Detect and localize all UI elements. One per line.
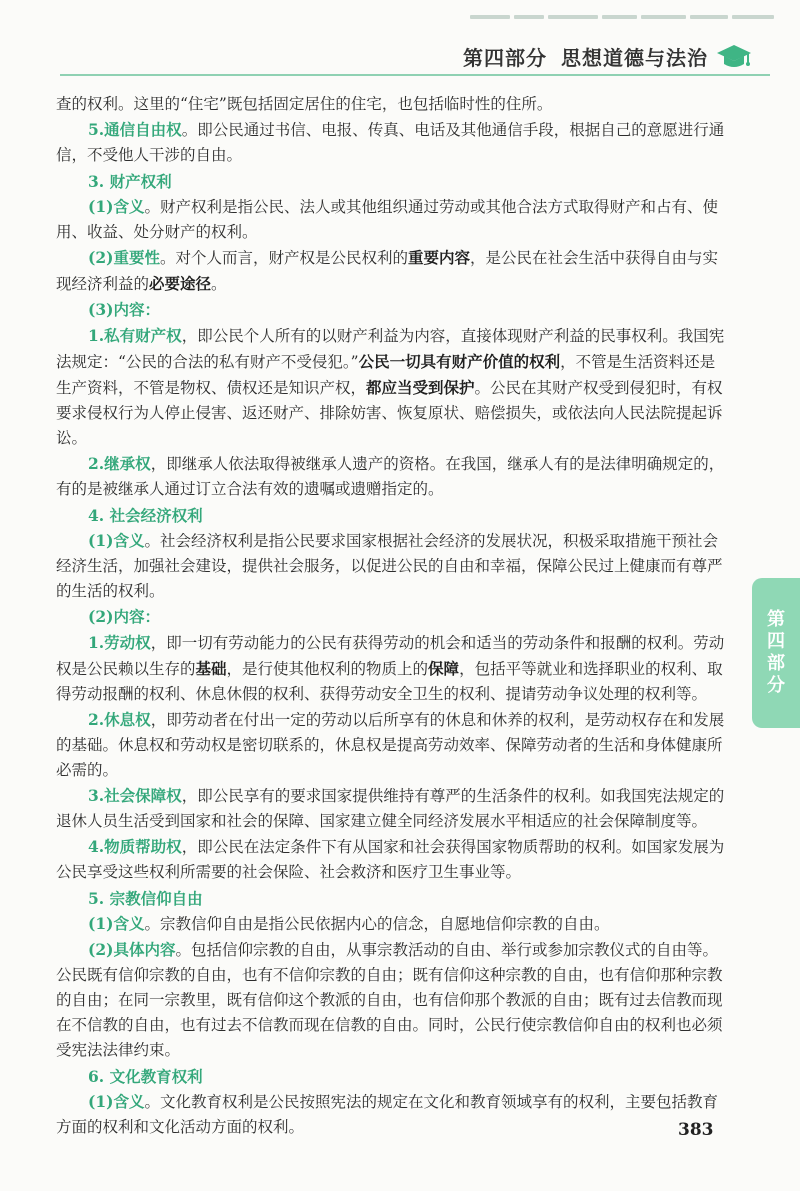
text-run: ，即一切有劳动能力的公民有获得劳动的机会和适当的劳动条件和报酬的权利。劳动权是公民赖以生存的 <box>56 634 725 678</box>
side-tab-part-four[interactable] <box>752 578 800 728</box>
header-rule <box>60 74 770 76</box>
bold-text: 基础 <box>195 659 227 678</box>
bold-text: 保障 <box>428 659 460 678</box>
text-run: ，是公民在社会生活中获得自由与实现经济利益的 <box>56 249 718 293</box>
page-number: 383 <box>678 1120 714 1140</box>
paragraph <box>56 117 726 168</box>
text-run: 。公民在其财产权受到侵犯时，有权要求侵权行为人停止侵害、返还财产、排除妨害、恢复原状、赔偿损失，或依法向人民法院提起诉讼。 <box>56 379 723 447</box>
text-run: 。对个人而言，财产权是公民权利的 <box>159 249 408 267</box>
text-run: 。财产权利是指公民、法人或其他组织通过劳动或其他合法方式取得财产和占有、使用、收益、处分财产的权利。 <box>56 198 718 241</box>
text-run: 。 <box>211 275 227 293</box>
paragraph <box>56 194 726 245</box>
paragraph <box>56 783 726 834</box>
term-label: 2.继承权 <box>88 454 151 473</box>
text-run: 。包括信仰宗教的自由，从事宗教活动的自由、举行或参加宗教仪式的自由等。公民既有信仰宗教的自由，也有不信仰宗教的自由；既有信仰这种宗教的自由，也有信仰那种宗教的自由；在同一宗教里，既有信仰这个教派的自由，也有信仰那个教派的自由；既有过去信教而现在不信教的自由，也有过去不信教而现在信教的自由。同时，公民行使宗教信仰自由的权利也必须受宪法法律约束。 <box>56 941 723 1059</box>
term-label: (2)具体内容 <box>88 940 176 959</box>
bold-text: 重要内容 <box>407 248 470 267</box>
term-label: (3)内容： <box>88 300 160 319</box>
paragraph <box>56 297 726 323</box>
term-label: (1)含义 <box>88 197 145 216</box>
term-label: 1.劳动权 <box>88 633 151 652</box>
section-heading: 6. 文化教育权利 <box>88 1067 203 1086</box>
text-run: 。社会经济权利是指公民要求国家根据社会经济的发展状况，积极采取措施干预社会经济生活，加强社会建设，提供社会服务，以促进公民的自由和幸福，保障公民过上健康而有尊严的生活的权利。 <box>56 532 723 600</box>
term-label: (1)含义 <box>88 914 145 933</box>
side-tab-char: 分 <box>767 675 785 696</box>
paragraph <box>56 937 726 1063</box>
text-run: ，不管是生活资料还是生产资料，不管是物权、债权还是知识产权， <box>56 353 716 397</box>
part-label: 第四部分 <box>463 46 547 70</box>
page-header <box>463 42 752 71</box>
text-run: ，即劳动者在付出一定的劳动以后所享有的休息和休养的权利，是劳动权存在和发展的基础。休息权和劳动权是密切联系的，休息权是提高劳动效率、保障劳动者的生活和身体健康所必需的。 <box>56 711 725 779</box>
paragraph <box>56 604 726 630</box>
side-tab-char: 第 <box>767 609 785 630</box>
graduation-cap-icon <box>716 43 752 71</box>
paragraph <box>56 707 726 783</box>
text-run: 。文化教育权利是公民按照宪法的规定在文化和教育领域享有的权利，主要包括教育方面的权利和文化活动方面的权利。 <box>56 1093 718 1136</box>
bold-text: 都应当受到保护 <box>366 378 475 397</box>
paragraph <box>56 1089 726 1140</box>
text-run: ，包括平等就业和选择职业的权利、取得劳动报酬的权利、休息休假的权利、获得劳动安全卫生的权利、提请劳动争议处理的权利等。 <box>56 660 723 703</box>
text-run: 。即公民通过书信、电报、传真、电话及其他通信手段，根据自己的意愿进行通信，不受他人干涉的自由。 <box>56 121 725 164</box>
term-label: (1)含义 <box>88 1092 145 1111</box>
term-label: (1)含义 <box>88 531 145 550</box>
term-label: 1.私有财产权 <box>88 326 182 345</box>
term-label: 4.物质帮助权 <box>88 837 182 856</box>
page-content <box>56 92 726 1140</box>
text-run: ，即继承人依法取得被继承人遗产的资格。在我国，继承人有的是法律明确规定的，有的是被继承人通过订立合法有效的遗嘱或遗赠指定的。 <box>56 455 725 498</box>
term-label: (2)重要性 <box>88 248 160 267</box>
side-tab-char: 四 <box>767 631 785 652</box>
section-heading: 4. 社会经济权利 <box>88 506 203 525</box>
text-run: ，即公民享有的要求国家提供维持有尊严的生活条件的权利。如我国宪法规定的退休人员生活受到国家和社会的保障、国家建立健全同经济发展水平相适应的社会保障制度等。 <box>56 787 725 830</box>
subject-title: 思想道德与法治 <box>561 46 708 70</box>
term-label: 3.社会保障权 <box>88 786 182 805</box>
term-label: (2)内容： <box>88 607 160 626</box>
bold-text: 必要途径 <box>149 274 212 293</box>
paragraph <box>56 528 726 604</box>
paragraph <box>56 911 726 937</box>
section-heading: 3. 财产权利 <box>88 172 172 191</box>
text-run: ，即公民在法定条件下有从国家和社会获得国家物质帮助的权利。如国家发展为公民享受这些权利所需要的社会保险、社会救济和医疗卫生事业等。 <box>56 838 725 881</box>
top-decoration-bar <box>470 10 775 24</box>
paragraph <box>56 323 726 451</box>
paragraph <box>56 451 726 502</box>
paragraph <box>56 834 726 885</box>
bold-text: 公民一切具有财产价值的权利 <box>358 352 561 371</box>
text-run: 。宗教信仰自由是指公民依据内心的信念，自愿地信仰宗教的自由。 <box>144 915 610 933</box>
side-tab-char: 部 <box>767 653 785 674</box>
term-label: 2.休息权 <box>88 710 151 729</box>
paragraph <box>56 92 726 117</box>
paragraph <box>56 630 726 707</box>
text-run: ，即公民个人所有的以财产利益为内容，直接体现财产利益的民事权利。我国宪法规定：“公民的合法的私有财产不受侵犯。” <box>56 327 725 371</box>
term-label: 5.通信自由权 <box>88 120 182 139</box>
text-run: ，是行使其他权利的物质上的 <box>226 660 429 678</box>
text-run: 查的权利。这里的“住宅”既包括固定居住的住宅，也包括临时性的住所。 <box>56 95 553 113</box>
paragraph <box>56 245 726 297</box>
section-heading: 5. 宗教信仰自由 <box>88 889 203 908</box>
